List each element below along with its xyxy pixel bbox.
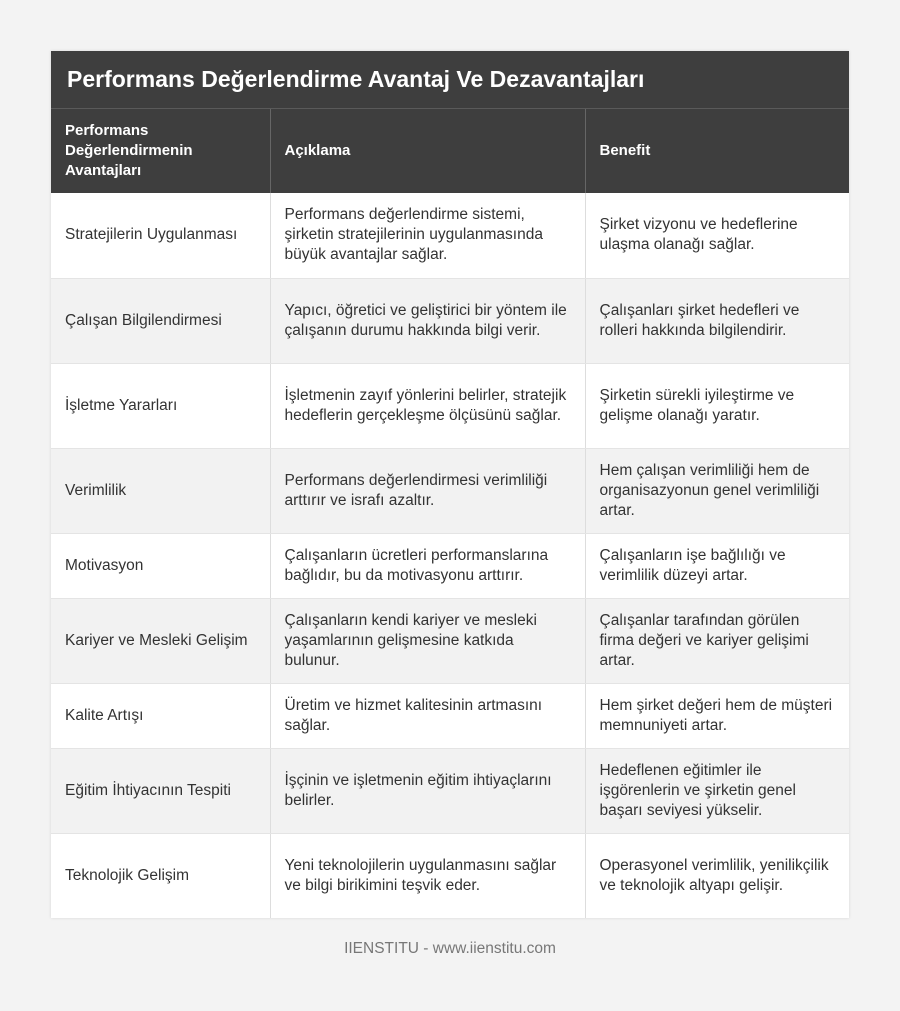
cell-description: Çalışanların ücretleri performanslarına bağlıdır, bu da motivasyonu arttırır.	[270, 533, 585, 598]
cell-advantage: Motivasyon	[51, 533, 270, 598]
table-row	[51, 363, 849, 448]
cell-description: İşçinin ve işletmenin eğitim ihtiyaçlarını belirler.	[270, 748, 585, 833]
cell-benefit: Operasyonel verimlilik, yenilikçilik ve teknolojik altyapı gelişir.	[585, 833, 849, 918]
header-advantages: Performans Değerlendirmenin Avantajları	[51, 109, 270, 193]
cell-advantage: Verimlilik	[51, 448, 270, 533]
cell-benefit: Çalışanların işe bağlılığı ve verimlilik düzeyi artar.	[585, 533, 849, 598]
cell-advantage: İşletme Yararları	[51, 363, 270, 448]
cell-advantage: Teknolojik Gelişim	[51, 833, 270, 918]
header-description: Açıklama	[270, 109, 585, 193]
cell-description: Yeni teknolojilerin uygulanmasını sağlar ve bilgi birikimini teşvik eder.	[270, 833, 585, 918]
table-header-row	[51, 109, 849, 193]
cell-benefit: Hem çalışan verimliliği hem de organisazyonun genel verimliliği artar.	[585, 448, 849, 533]
cell-advantage: Kalite Artışı	[51, 683, 270, 748]
cell-benefit: Hedeflenen eğitimler ile işgörenlerin ve şirketin genel başarı seviyesi yükselir.	[585, 748, 849, 833]
cell-benefit: Çalışanları şirket hedefleri ve rolleri hakkında bilgilendirir.	[585, 278, 849, 363]
cell-advantage: Stratejilerin Uygulanması	[51, 193, 270, 278]
table-row	[51, 833, 849, 918]
cell-description: Yapıcı, öğretici ve geliştirici bir yöntem ile çalışanın durumu hakkında bilgi verir.	[270, 278, 585, 363]
table-row	[51, 683, 849, 748]
table-title: Performans Değerlendirme Avantaj Ve Dezavantajları	[51, 51, 849, 109]
cell-description: İşletmenin zayıf yönlerini belirler, stratejik hedeflerin gerçekleşme ölçüsünü sağlar.	[270, 363, 585, 448]
table-row	[51, 278, 849, 363]
cell-description: Üretim ve hizmet kalitesinin artmasını sağlar.	[270, 683, 585, 748]
table-row	[51, 598, 849, 683]
cell-benefit: Hem şirket değeri hem de müşteri memnuniyeti artar.	[585, 683, 849, 748]
header-benefit: Benefit	[585, 109, 849, 193]
table-row	[51, 448, 849, 533]
cell-benefit: Çalışanlar tarafından görülen firma değeri ve kariyer gelişimi artar.	[585, 598, 849, 683]
footer-credit: IIENSTITU - www.iienstitu.com	[344, 940, 556, 957]
comparison-card	[51, 51, 849, 918]
cell-advantage: Kariyer ve Mesleki Gelişim	[51, 598, 270, 683]
cell-benefit: Şirketin sürekli iyileştirme ve gelişme olanağı yaratır.	[585, 363, 849, 448]
cell-advantage: Çalışan Bilgilendirmesi	[51, 278, 270, 363]
cell-benefit: Şirket vizyonu ve hedeflerine ulaşma olanağı sağlar.	[585, 193, 849, 278]
cell-description: Performans değerlendirmesi verimliliği arttırır ve israfı azaltır.	[270, 448, 585, 533]
table-row	[51, 193, 849, 278]
table-row	[51, 748, 849, 833]
cell-description: Performans değerlendirme sistemi, şirketin stratejilerinin uygulanmasında büyük avantajlar sağlar.	[270, 193, 585, 278]
advantages-table	[51, 109, 849, 918]
cell-advantage: Eğitim İhtiyacının Tespiti	[51, 748, 270, 833]
table-row	[51, 533, 849, 598]
cell-description: Çalışanların kendi kariyer ve mesleki yaşamlarının gelişmesine katkıda bulunur.	[270, 598, 585, 683]
